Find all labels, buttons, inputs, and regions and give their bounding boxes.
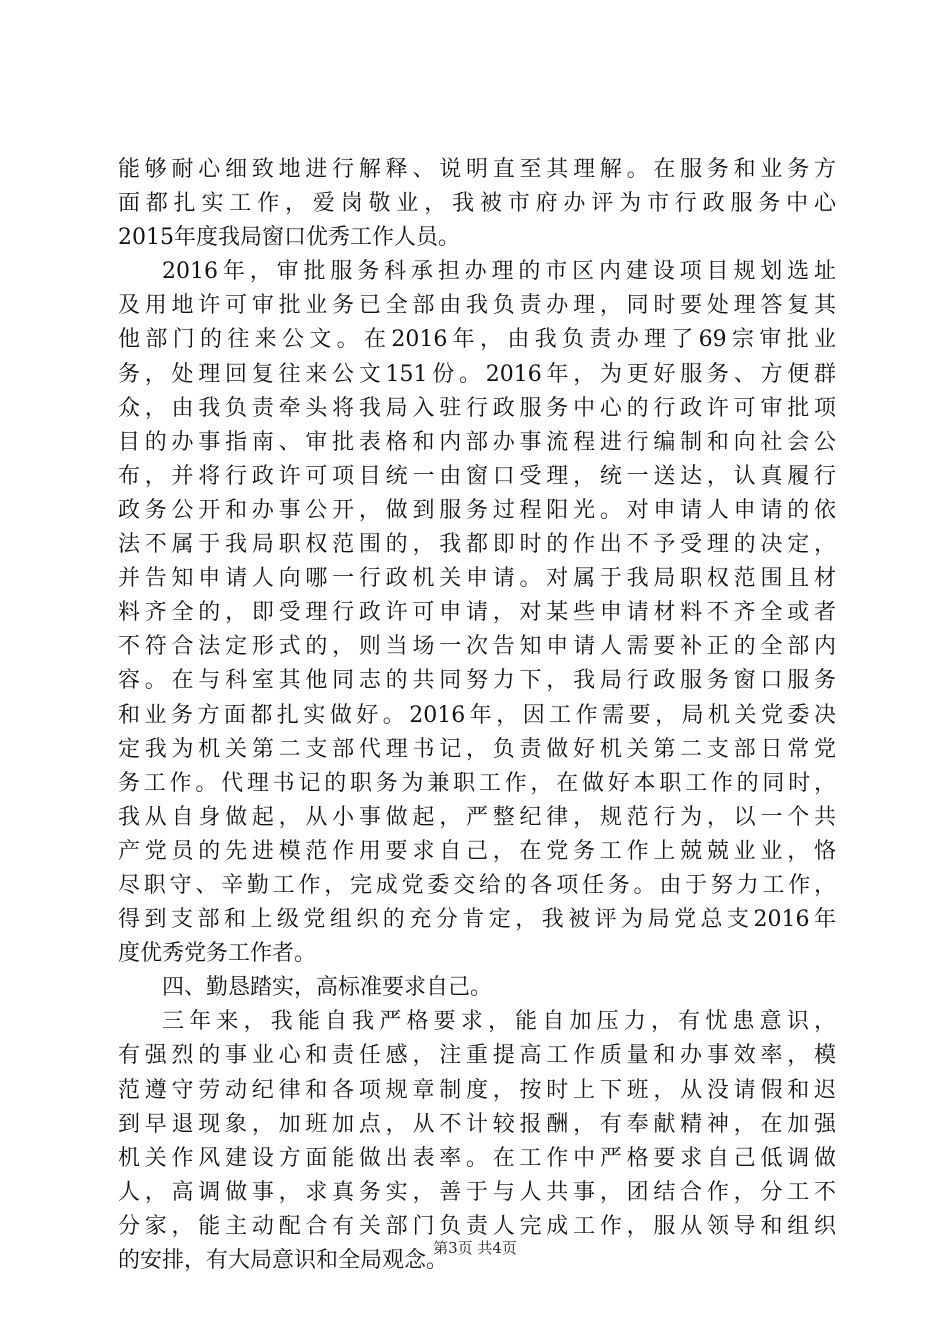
text-line: 定我为机关第二支部代理书记，负责做好机关第二支部日常党 xyxy=(118,736,836,762)
text-line: 度优秀党务工作者。 xyxy=(118,941,317,967)
page-footer: 第3页 共4页 xyxy=(433,1239,517,1257)
text-line: 不符合法定形式的，则当场一次告知申请人需要补正的全部内 xyxy=(118,634,836,660)
text-line: 及用地许可审批业务已全部由我负责办理，同时要处理答复其 xyxy=(118,293,836,319)
text-line: 众，由我负责牵头将我局入驻行政服务中心的行政许可审批项 xyxy=(118,395,836,421)
text-line: 我从自身做起，从小事做起，严整纪律，规范行为，以一个共 xyxy=(118,804,836,830)
text-line: 产党员的先进模范作用要求自己，在党务工作上兢兢业业，恪 xyxy=(118,838,836,864)
text-line: 得到支部和上级党组织的充分肯定，我被评为局党总支2016年 xyxy=(118,907,836,933)
text-line: 并告知申请人向哪一行政机关申请。对属于我局职权范围且材 xyxy=(118,566,836,592)
text-line: 三年来，我能自我严格要求，能自加压力，有忧患意识， xyxy=(162,1009,836,1035)
text-line: 范遵守劳动纪律和各项规章制度，按时上下班，从没请假和迟 xyxy=(118,1077,836,1103)
text-line: 容。在与科室其他同志的共同努力下，我局行政服务窗口服务 xyxy=(118,668,836,694)
text-line: 能够耐心细致地进行解释、说明直至其理解。在服务和业务方 xyxy=(118,157,836,182)
text-line: 料齐全的，即受理行政许可申请，对某些申请材料不齐全或者 xyxy=(118,600,836,626)
text-line: 分家，能主动配合有关部门负责人完成工作，服从领导和组织 xyxy=(118,1213,836,1239)
text-line: 的安排，有大局意识和全局观念。 xyxy=(118,1248,449,1273)
body-text xyxy=(118,153,836,1278)
text-line: 法不属于我局职权范围的，我都即时的作出不予受理的决定， xyxy=(118,532,836,558)
text-line: 机关作风建设方面能做出表率。在工作中严格要求自己低调做 xyxy=(118,1145,836,1171)
text-line: 目的办事指南、审批表格和内部办事流程进行编制和向社会公 xyxy=(118,429,836,455)
text-line: 布，并将行政许可项目统一由窗口受理，统一送达，认真履行 xyxy=(118,463,836,489)
text-line: 务工作。代理书记的职务为兼职工作，在做好本职工作的同时， xyxy=(118,770,836,796)
text-line: 尽职守、辛勤工作，完成党委交给的各项任务。由于努力工作， xyxy=(118,872,836,898)
text-line: 和业务方面都扎实做好。2016年，因工作需要，局机关党委决 xyxy=(118,702,836,728)
text-line: 2016年，审批服务科承担办理的市区内建设项目规划选址 xyxy=(162,259,836,285)
text-line: 四、勤恳踏实，高标准要求自己。 xyxy=(162,975,493,1001)
text-line: 面都扎实工作，爱岗敬业，我被市府办评为市行政服务中心 xyxy=(118,191,836,217)
text-line: 人，高调做事，求真务实，善于与人共事，团结合作，分工不 xyxy=(118,1179,836,1205)
text-line: 有强烈的事业心和责任感，注重提高工作质量和办事效率，模 xyxy=(118,1043,836,1069)
text-line: 务，处理回复往来公文151份。2016年，为更好服务、方便群 xyxy=(118,361,836,387)
text-line: 2015年度我局窗口优秀工作人员。 xyxy=(118,225,460,251)
text-line: 到早退现象，加班加点，从不计较报酬，有奉献精神，在加强 xyxy=(118,1111,836,1137)
text-line: 他部门的往来公文。在2016年，由我负责办理了69宗审批业 xyxy=(118,327,836,353)
text-line: 政务公开和办事公开，做到服务过程阳光。对申请人申请的依 xyxy=(118,497,836,523)
